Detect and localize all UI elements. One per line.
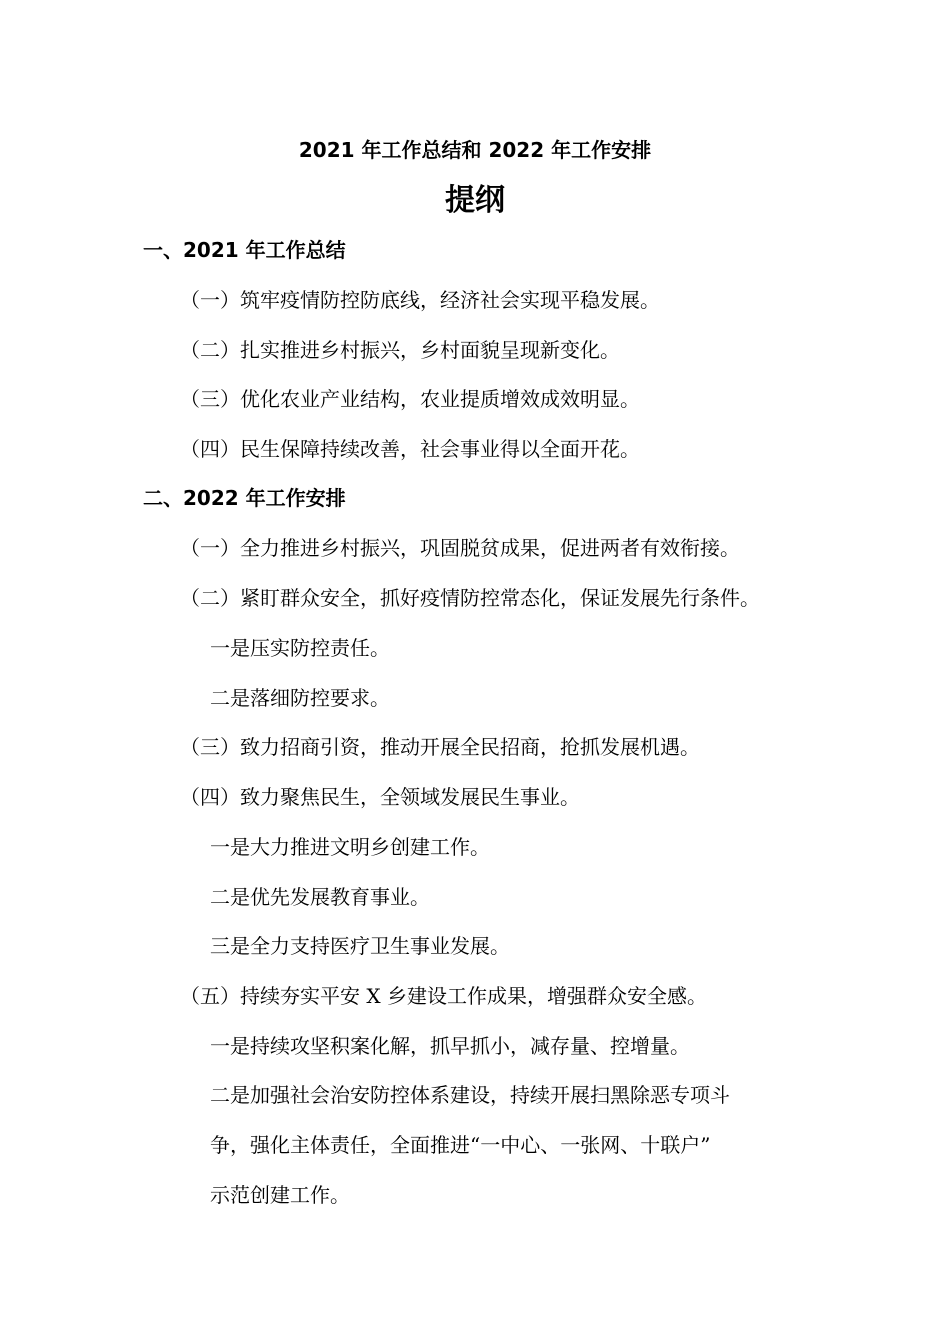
- section2-item: （四）致力聚焦民生，全领域发展民生事业。: [180, 785, 580, 809]
- section2-subitem: 示范创建工作。: [210, 1183, 350, 1207]
- document-subtitle: 提纲: [445, 183, 505, 218]
- document-title: 2021 年工作总结和 2022 年工作安排: [298, 138, 652, 162]
- section2-subitem: 二是落细防控要求。: [210, 686, 390, 710]
- section2-subitem: 一是压实防控责任。: [210, 636, 390, 660]
- section-heading-1: 一、2021 年工作总结: [143, 238, 346, 262]
- section2-item: （一）全力推进乡村振兴，巩固脱贫成果，促进两者有效衔接。: [180, 536, 740, 560]
- section2-subitem: 三是全力支持医疗卫生事业发展。: [210, 934, 510, 958]
- section2-item: （二）紧盯群众安全，抓好疫情防控常态化，保证发展先行条件。: [180, 586, 760, 610]
- section1-item: （一）筑牢疫情防控防底线，经济社会实现平稳发展。: [180, 288, 660, 312]
- section1-item: （二）扎实推进乡村振兴，乡村面貌呈现新变化。: [180, 338, 620, 362]
- section2-subitem: 一是大力推进文明乡创建工作。: [210, 835, 490, 859]
- section2-subitem: 一是持续攻坚积案化解，抓早抓小，减存量、控增量。: [210, 1034, 690, 1058]
- section2-item: （三）致力招商引资，推动开展全民招商，抢抓发展机遇。: [180, 735, 700, 759]
- section2-item: （五）持续夯实平安 X 乡建设工作成果，增强群众安全感。: [180, 984, 707, 1008]
- section2-subitem: 二是加强社会治安防控体系建设，持续开展扫黑除恶专项斗: [210, 1083, 730, 1107]
- section1-item: （三）优化农业产业结构，农业提质增效成效明显。: [180, 387, 640, 411]
- section2-subitem: 争，强化主体责任，全面推进“一中心、一张网、十联户”: [210, 1133, 711, 1157]
- section-heading-2: 二、2022 年工作安排: [143, 486, 346, 510]
- section1-item: （四）民生保障持续改善，社会事业得以全面开花。: [180, 437, 640, 461]
- section2-subitem: 二是优先发展教育事业。: [210, 885, 430, 909]
